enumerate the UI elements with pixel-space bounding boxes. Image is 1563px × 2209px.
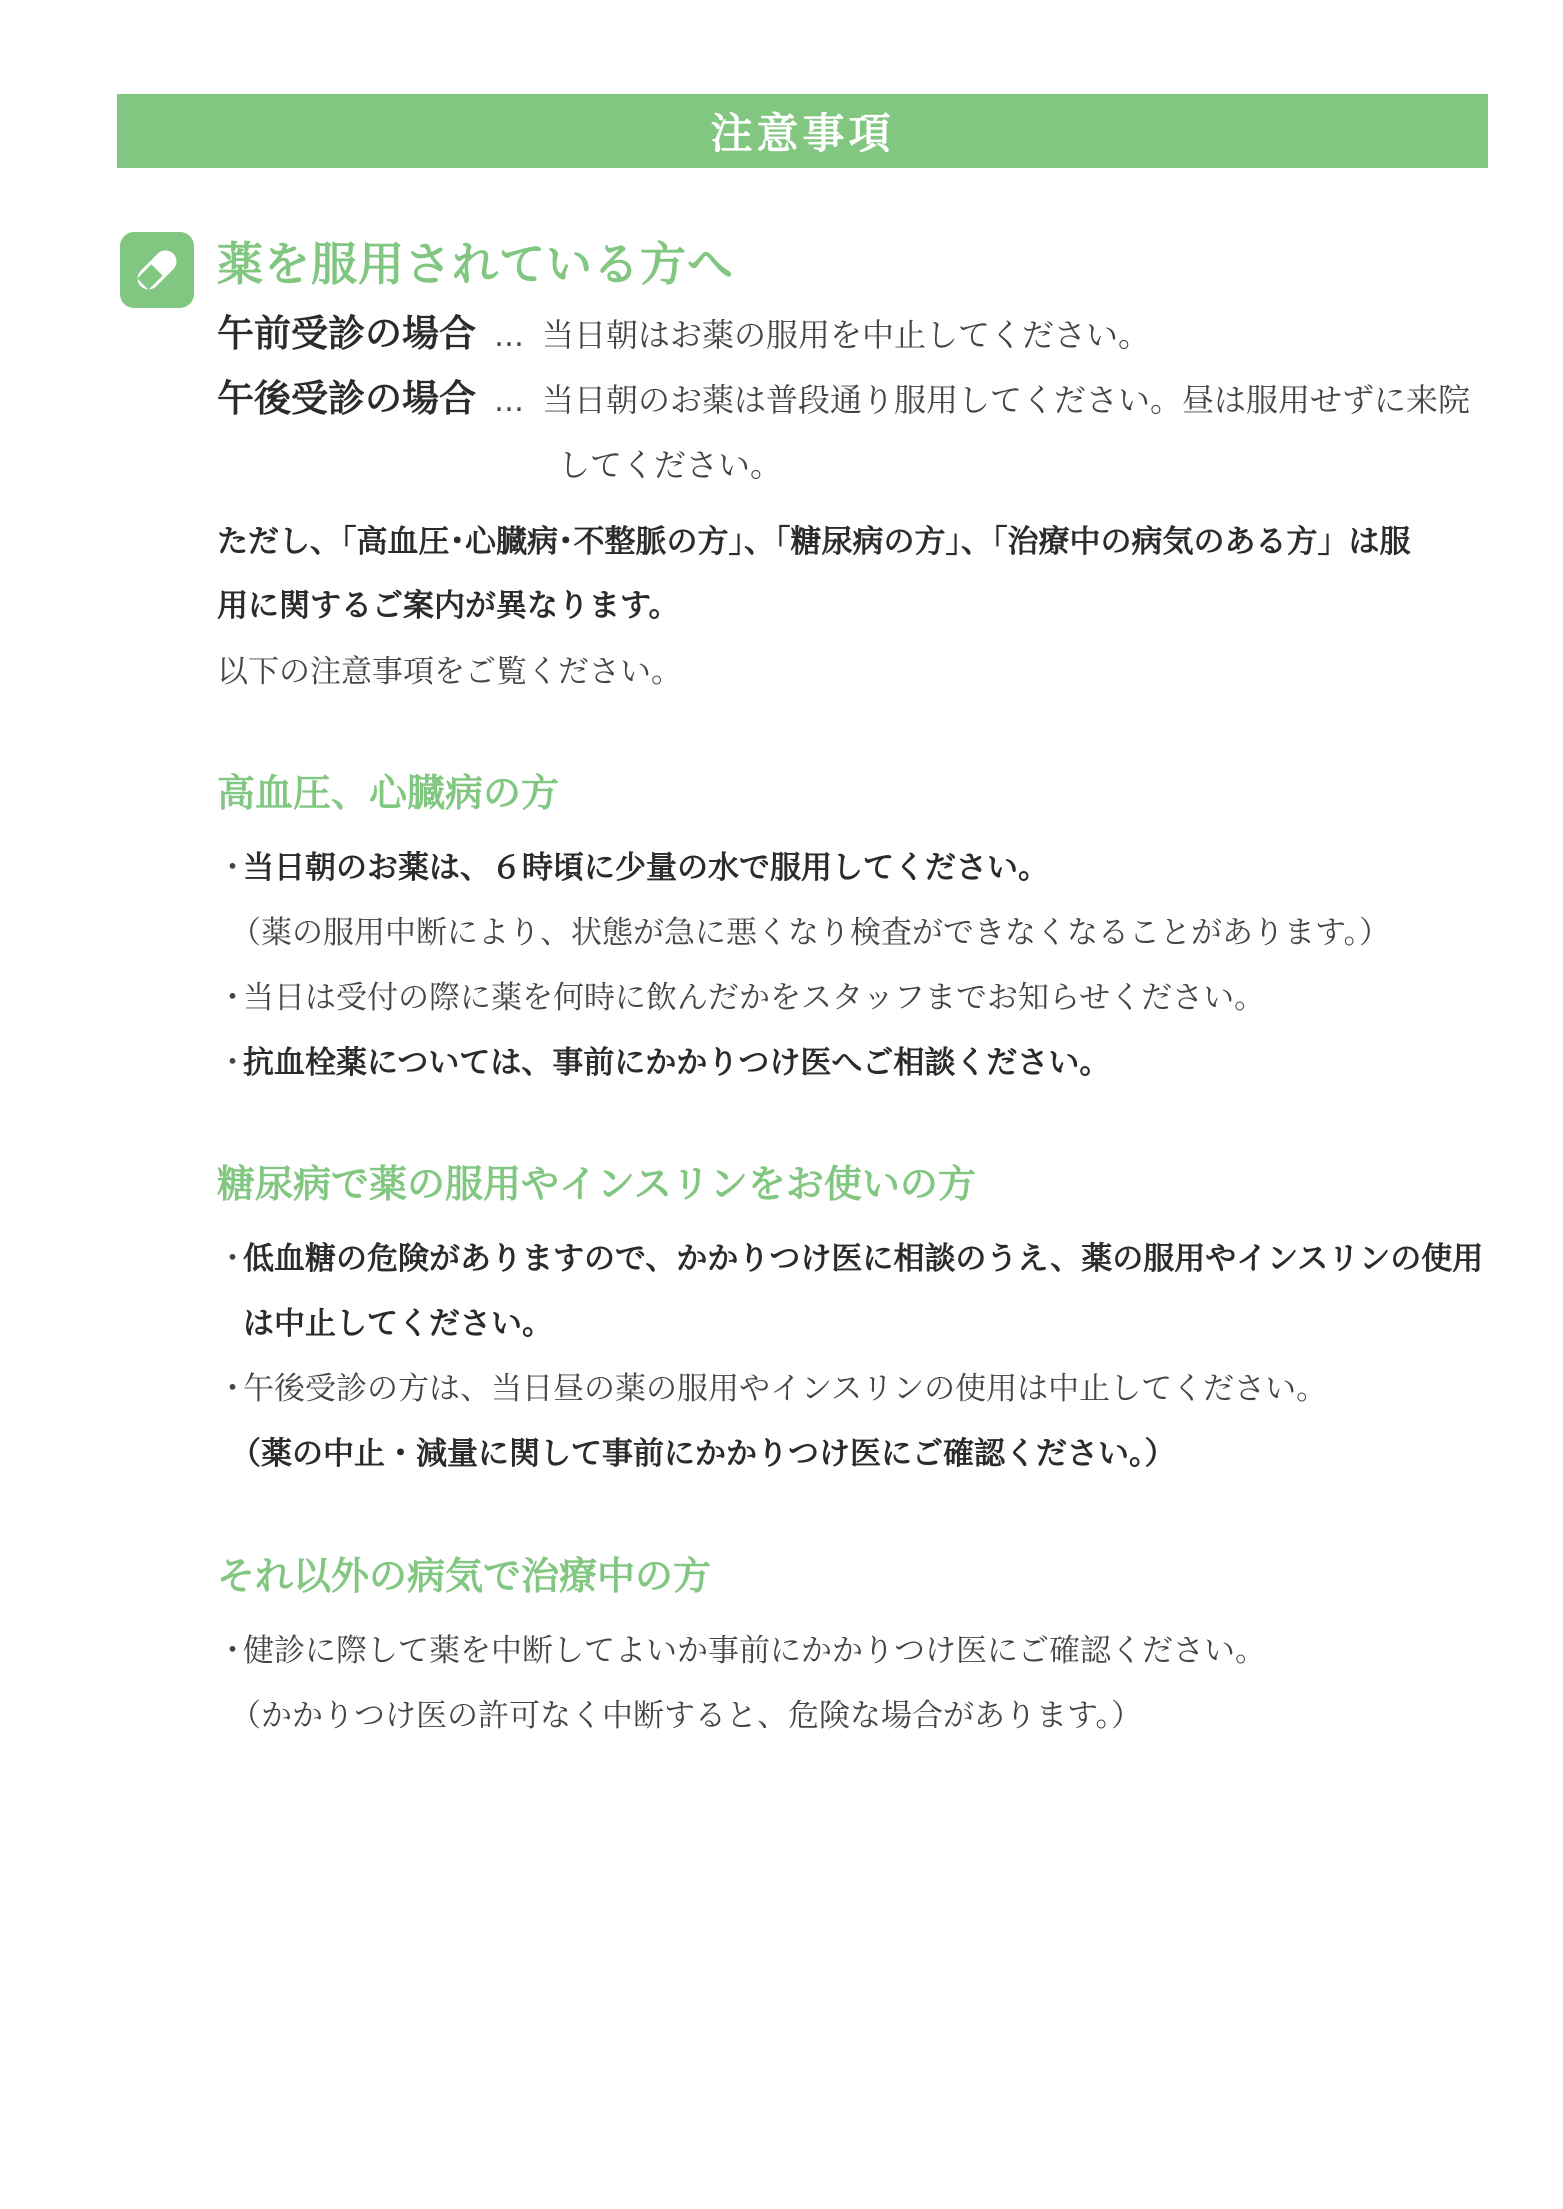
- list-item-text: 当日は受付の際に薬を何時に飲んだかをスタッフまでお知らせください。: [243, 980, 1266, 1016]
- list-item: [217, 1363, 1327, 1408]
- list-item: [217, 842, 1049, 887]
- schedule-text: 当日朝のお薬は普段通り服用してください。昼は服用せずに来院: [542, 381, 1471, 419]
- schedule-label: 午後受診の場合: [217, 377, 476, 420]
- list-item-note: （かかりつけ医の許可なく中断すると、危険な場合があります。）: [230, 1698, 1143, 1734]
- schedule-dots: …: [494, 384, 524, 419]
- bullet: ・: [217, 1633, 248, 1669]
- list-item-text: 当日朝のお薬は、６時頃に少量の水で服用してください。: [243, 850, 1049, 886]
- section-title: 高血圧、心臓病の方: [217, 771, 560, 815]
- section-title: それ以外の病気で治療中の方: [217, 1554, 712, 1598]
- list-item-continuation: [243, 1298, 553, 1343]
- bullet: ・: [217, 1045, 248, 1081]
- schedule-label: 午前受診の場合: [217, 312, 476, 355]
- list-item-text: 低血糖の危険がありますので、かかりつけ医に相談のうえ、薬の服用やインスリンの使用: [243, 1241, 1484, 1277]
- note-line: ただし、「高血圧･心臓病･不整脈の方」、「糖尿病の方」、「治療中の病気のある方」は服: [217, 524, 1411, 560]
- section-title: 糖尿病で薬の服用やインスリンをお使いの方: [217, 1162, 976, 1206]
- schedule-dots: …: [494, 319, 524, 354]
- page-title: 注意事項: [710, 109, 895, 158]
- schedule-text: 当日朝はお薬の服用を中止してください。: [542, 316, 1151, 354]
- main-heading: 薬を服用されている方へ: [217, 237, 734, 291]
- schedule-row-afternoon: [217, 368, 1470, 422]
- note-line: 以下の注意事項をご覧ください。: [217, 654, 682, 690]
- list-item-text: 健診に際して薬を中断してよいか事前にかかりつけ医にご確認ください。: [243, 1633, 1266, 1669]
- bullet: ・: [217, 850, 248, 886]
- bullet: ・: [217, 1371, 248, 1407]
- note-line: 用に関するご案内が異なります。: [217, 588, 680, 624]
- bullet: ・: [217, 980, 248, 1016]
- list-item-note: （薬の服用中断により、状態が急に悪くなり検査ができなくなることがあります。）: [230, 915, 1391, 951]
- list-item-text: 抗血栓薬については、事前にかかりつけ医へご相談ください。: [243, 1045, 1111, 1081]
- header-banner: [117, 94, 1488, 168]
- pill-icon: [120, 232, 194, 308]
- list-item-text: 午後受診の方は、当日昼の薬の服用やインスリンの使用は中止してください。: [243, 1371, 1328, 1407]
- bullet: ・: [217, 1241, 248, 1277]
- schedule-continuation: してください。: [558, 446, 783, 484]
- list-item: [217, 1625, 1266, 1670]
- list-item-text: は中止してください。: [243, 1306, 553, 1342]
- list-item-note: （薬の中止・減量に関して事前にかかりつけ医にご確認ください。）: [230, 1436, 1176, 1472]
- list-item: [217, 1037, 1110, 1082]
- list-item: [217, 1233, 1483, 1278]
- list-item: [217, 972, 1265, 1017]
- schedule-row-morning: [217, 303, 1150, 357]
